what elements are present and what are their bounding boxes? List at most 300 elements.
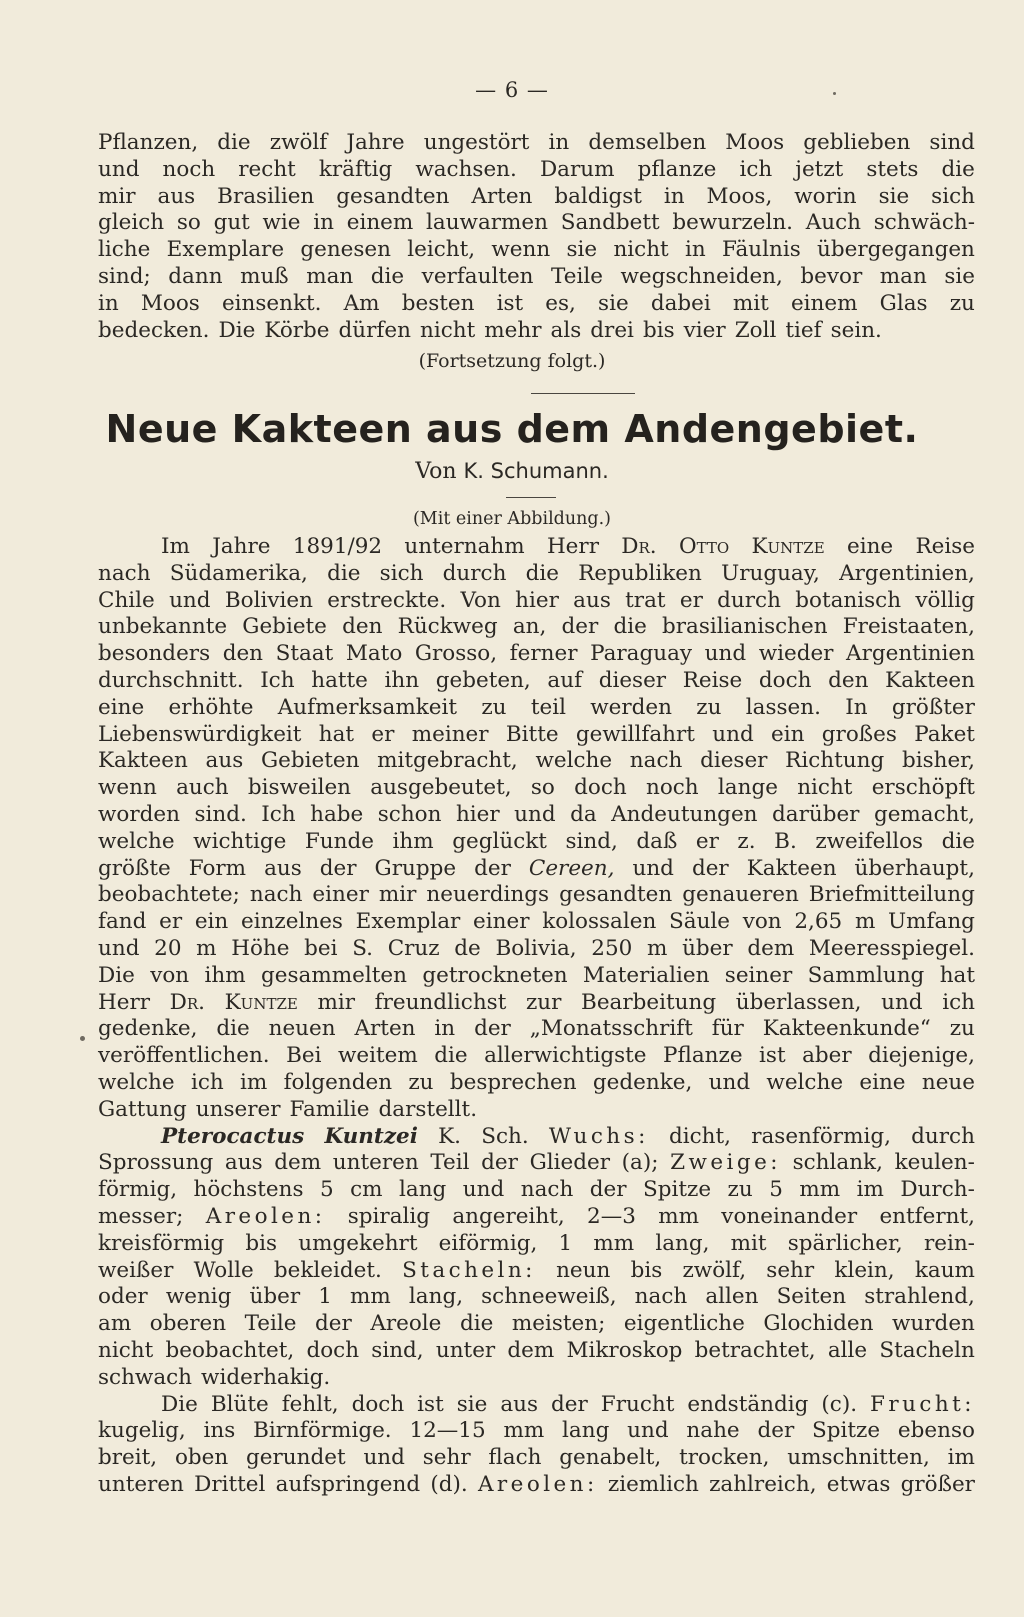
- continuation-paragraph: [98, 130, 975, 344]
- word: lang,: [408, 1284, 464, 1310]
- word: in: [313, 210, 334, 236]
- word: Briefmitteilung: [808, 882, 975, 908]
- text-line: [98, 534, 975, 561]
- word: er: [679, 587, 703, 613]
- word: S.: [352, 935, 374, 961]
- word: daß: [636, 828, 678, 854]
- word: lange: [717, 775, 778, 801]
- word: Mikroskop: [566, 1337, 683, 1363]
- word: in: [684, 237, 706, 263]
- word: kugelig,: [98, 1418, 186, 1444]
- text-line: [98, 1070, 975, 1097]
- text-line: [98, 237, 975, 264]
- word: Umfang: [888, 909, 975, 935]
- word: in: [663, 183, 685, 209]
- word: mit: [730, 1230, 767, 1256]
- word: B.: [774, 828, 797, 854]
- word: bis: [630, 1257, 663, 1283]
- word: kräftig: [318, 156, 393, 182]
- word: botanisch: [795, 587, 902, 613]
- word: widerhakig.: [201, 1364, 331, 1390]
- word: Sch.: [481, 1123, 529, 1149]
- word: bis: [642, 317, 675, 343]
- word: Liebenswürdigkeit: [98, 721, 302, 747]
- word: auch: [176, 775, 229, 801]
- word: und: [98, 156, 140, 182]
- word: erhöhte: [168, 694, 254, 720]
- word: über: [682, 935, 733, 961]
- word: Argentinien,: [839, 560, 975, 586]
- word: den: [828, 667, 869, 693]
- word: Bolivien: [224, 587, 313, 613]
- word: Familie: [289, 1096, 370, 1122]
- word: und: [632, 855, 674, 881]
- word: erschöpft: [871, 775, 975, 801]
- word: seiner: [724, 962, 793, 988]
- word: welche: [98, 1069, 175, 1095]
- word: entfernt,: [879, 1203, 975, 1229]
- word: strahlend,: [864, 1284, 975, 1310]
- word: doch: [351, 1391, 405, 1417]
- word: Moos: [140, 290, 200, 316]
- word: zahlreich,: [709, 1471, 817, 1497]
- word: Bolivia,: [495, 935, 577, 961]
- word: Bearbeitung: [581, 989, 717, 1015]
- byline: [0, 459, 1024, 484]
- word: fand: [98, 909, 147, 935]
- word: dicht,: [668, 1123, 731, 1149]
- word: lang,: [655, 1230, 710, 1256]
- word: „Monatsschrift: [529, 1016, 693, 1042]
- word: liche: [98, 237, 151, 263]
- word: unserer: [195, 1096, 281, 1122]
- word: darstellt.: [378, 1096, 478, 1122]
- word: dürfen: [338, 317, 411, 343]
- word: da: [570, 801, 597, 827]
- word: eigentliche: [623, 1311, 745, 1337]
- word: hier: [455, 801, 500, 827]
- word: an,: [512, 614, 547, 640]
- word: die: [327, 560, 361, 586]
- word: K.: [438, 1123, 462, 1149]
- word: in: [434, 1016, 456, 1042]
- word: lauwarmen: [426, 210, 548, 236]
- word: Kuntzei: [324, 1123, 418, 1149]
- word: man: [879, 263, 927, 289]
- word: Form: [188, 855, 247, 881]
- word: wieder: [758, 641, 834, 667]
- word: muß: [240, 263, 289, 289]
- word: ferner: [509, 641, 578, 667]
- word: leicht,: [407, 237, 476, 263]
- text-line: [98, 909, 975, 936]
- text-line: [98, 829, 975, 856]
- text-line: [98, 1392, 975, 1419]
- word: aufspringend: [275, 1471, 421, 1497]
- word: Von: [460, 587, 501, 613]
- text-line: [98, 1284, 975, 1311]
- text-line: [98, 614, 975, 641]
- word: (d).: [430, 1471, 468, 1497]
- word: Glieder: [529, 1150, 611, 1176]
- text-line: [98, 1231, 975, 1258]
- word: Pterocactus: [161, 1123, 305, 1149]
- word: Frucht:: [870, 1391, 975, 1417]
- word: sich: [379, 560, 424, 586]
- word: so: [176, 210, 201, 236]
- word: Sammlung: [807, 962, 925, 988]
- word: meisten;: [511, 1311, 606, 1337]
- word: eiförmig,: [438, 1230, 538, 1256]
- word: 250: [591, 935, 633, 961]
- word: bei: [304, 935, 338, 961]
- word: besonders: [98, 641, 211, 667]
- word: Otto: [678, 534, 730, 559]
- word: einem: [790, 290, 858, 316]
- word: welche: [98, 828, 175, 854]
- word: nach: [98, 560, 151, 586]
- article-body: [98, 534, 975, 1499]
- word: Arten: [354, 1016, 416, 1042]
- word: 5: [769, 1177, 783, 1203]
- word: zu: [408, 1069, 434, 1095]
- word: keulen-: [894, 1150, 975, 1176]
- word: Teile: [551, 263, 603, 289]
- word: sie: [598, 290, 629, 316]
- word: für: [711, 1016, 744, 1042]
- word: Dr.: [169, 989, 206, 1015]
- word: sind,: [565, 828, 618, 854]
- word: neuen: [268, 1016, 336, 1042]
- word: trat: [625, 587, 666, 613]
- word: Die: [161, 1391, 198, 1417]
- word: der: [561, 614, 599, 640]
- word: klein,: [834, 1257, 895, 1283]
- word: (c).: [821, 1391, 858, 1417]
- word: Auch: [805, 210, 861, 236]
- word: teil: [530, 694, 566, 720]
- word: bewurzeln.: [672, 210, 793, 236]
- word: sind: [929, 130, 975, 155]
- word: zu: [481, 694, 507, 720]
- word: flach: [488, 1445, 542, 1471]
- word: bisweilen: [247, 775, 352, 801]
- word: Südamerika,: [169, 560, 308, 586]
- word: genabelt,: [559, 1445, 662, 1471]
- word: spiralig: [347, 1203, 431, 1229]
- word: nicht: [613, 237, 669, 263]
- word: nahe: [686, 1418, 740, 1444]
- word: Kakteen: [746, 855, 837, 881]
- word: aus: [224, 1150, 263, 1176]
- word: er: [159, 909, 183, 935]
- word: doch: [306, 1337, 360, 1363]
- text-line: [98, 936, 975, 963]
- word: im: [240, 1069, 268, 1095]
- word: der: [691, 855, 729, 881]
- print-speck: [833, 92, 836, 95]
- word: Spitze: [643, 1177, 712, 1203]
- word: Brasilien: [217, 183, 315, 209]
- word: zu: [949, 290, 975, 316]
- word: im: [856, 1177, 884, 1203]
- word: Am: [343, 290, 380, 316]
- word: einzelnes: [240, 909, 343, 935]
- word: aus: [500, 1391, 539, 1417]
- word: kolossalen: [542, 909, 657, 935]
- word: bisher,: [901, 748, 975, 774]
- text-line: [98, 1311, 975, 1338]
- word: umgekehrt: [298, 1230, 418, 1256]
- word: im: [947, 1445, 975, 1471]
- word: Blüte: [210, 1391, 269, 1417]
- word: Gattung: [98, 1096, 187, 1122]
- word: 5: [319, 1177, 334, 1203]
- word: rein-: [923, 1230, 975, 1256]
- section-divider: [531, 393, 635, 394]
- word: 12—15: [409, 1418, 486, 1444]
- word: diejenige,: [868, 1043, 975, 1069]
- text-line: [98, 802, 975, 829]
- word: genesen: [300, 237, 391, 263]
- word: durch: [442, 560, 507, 586]
- word: Pflanze: [663, 1043, 743, 1069]
- word: vier: [683, 317, 726, 343]
- word: nicht: [98, 1337, 154, 1363]
- text-line: [98, 291, 975, 318]
- word: nicht: [797, 775, 853, 801]
- word: eine: [98, 694, 145, 720]
- word: Rückweg: [397, 614, 498, 640]
- word: von: [150, 962, 190, 988]
- word: habe: [310, 801, 364, 827]
- word: der: [551, 1391, 588, 1417]
- word: sich: [931, 183, 975, 209]
- text-line: [98, 963, 975, 990]
- word: m: [854, 909, 876, 935]
- word: Exemplar: [355, 909, 461, 935]
- word: ins: [203, 1418, 236, 1444]
- word: geglückt: [452, 828, 547, 854]
- word: lang: [399, 1177, 447, 1203]
- continued-note: (Fortsetzung folgt.): [418, 350, 606, 372]
- word: dieser: [700, 748, 768, 774]
- word: nach: [249, 882, 303, 908]
- word: jetzt: [795, 156, 844, 182]
- text-line: [98, 1472, 975, 1499]
- word: m: [196, 935, 217, 961]
- word: Freistaaten,: [842, 614, 975, 640]
- word: Durch-: [900, 1177, 975, 1203]
- word: mm: [658, 1203, 699, 1229]
- word: bis: [245, 1230, 278, 1256]
- margin-mark: [80, 1036, 85, 1041]
- text-line: [98, 1365, 975, 1392]
- word: der: [757, 1418, 795, 1444]
- text-line: [98, 695, 975, 722]
- word: welche: [535, 748, 613, 774]
- word: zur: [525, 989, 562, 1015]
- text-line: [98, 1016, 975, 1043]
- word: ebenso: [897, 1418, 975, 1444]
- word: breit,: [98, 1445, 158, 1471]
- word: cm: [350, 1177, 383, 1203]
- word: Zweige:: [670, 1150, 781, 1176]
- text-line: [98, 1043, 975, 1070]
- word: Exemplare: [166, 237, 285, 263]
- word: Wolle: [193, 1257, 254, 1283]
- word: Richtung: [785, 748, 885, 774]
- word: Sprossung: [98, 1150, 214, 1176]
- word: aus: [573, 587, 611, 613]
- word: ein: [194, 909, 229, 935]
- word: unbekannte: [98, 614, 228, 640]
- word: trocken,: [679, 1445, 770, 1471]
- word: ausgebeutet,: [370, 775, 512, 801]
- word: oben: [174, 1445, 229, 1471]
- word: und: [169, 587, 211, 613]
- word: die: [434, 1043, 468, 1069]
- word: völlig: [915, 587, 975, 613]
- text-line: [98, 561, 975, 588]
- word: durchschnitt.: [98, 667, 244, 693]
- word: ist: [759, 1043, 786, 1069]
- word: Arten: [471, 183, 533, 209]
- word: besten: [401, 290, 475, 316]
- word: aus: [264, 855, 302, 881]
- word: 1: [318, 1284, 332, 1310]
- word: mir: [317, 989, 355, 1015]
- word: Moos,: [706, 183, 773, 209]
- word: höchstens: [193, 1177, 304, 1203]
- word: Herr: [98, 989, 151, 1015]
- word: die: [525, 560, 560, 586]
- text-line: [98, 748, 975, 775]
- word: doch: [758, 667, 812, 693]
- word: wichtige: [193, 828, 287, 854]
- word: Areolen:: [477, 1471, 598, 1497]
- word: Staat: [275, 641, 334, 667]
- word: Gebieten: [260, 748, 360, 774]
- word: Frucht: [600, 1391, 675, 1417]
- word: überhaupt,: [854, 855, 975, 881]
- word: kaum: [914, 1257, 975, 1283]
- word: zu: [949, 1016, 975, 1042]
- word: wurden: [892, 1311, 975, 1337]
- word: unternahm: [404, 534, 525, 559]
- word: beobachtete;: [98, 882, 240, 908]
- word: Dr.: [621, 534, 657, 559]
- text-line: [98, 1204, 975, 1231]
- article-title: Neue Kakteen aus dem Andengebiet.: [105, 407, 919, 451]
- word: Im: [161, 534, 190, 559]
- word: und: [712, 721, 754, 747]
- word: weitem: [338, 1043, 418, 1069]
- text-line: [98, 722, 975, 749]
- word: endständig: [687, 1391, 809, 1417]
- word: angereiht,: [452, 1203, 565, 1229]
- word: bevor: [800, 263, 863, 289]
- text-line: [98, 588, 975, 615]
- word: wenn: [491, 237, 551, 263]
- word: Spitze: [812, 1418, 881, 1444]
- word: Mato: [345, 641, 403, 667]
- word: messer;: [98, 1203, 184, 1229]
- text-line: [98, 210, 975, 237]
- text-line: [98, 1124, 975, 1151]
- word: dann: [168, 263, 223, 289]
- word: oberen: [149, 1311, 227, 1337]
- word: alle: [827, 1337, 868, 1363]
- word: der: [319, 855, 357, 881]
- text-line: [98, 157, 975, 184]
- word: Ich: [260, 667, 295, 693]
- word: drei: [590, 317, 634, 343]
- word: Kakteen: [98, 748, 188, 774]
- word: und: [627, 1418, 669, 1444]
- word: Kuntze: [224, 989, 298, 1015]
- word: recht: [238, 156, 296, 182]
- word: großes: [821, 721, 897, 747]
- word: und: [704, 641, 747, 667]
- word: etwas: [826, 1471, 891, 1497]
- word: genaueren: [682, 882, 799, 908]
- word: mm: [593, 1230, 635, 1256]
- word: Andeutungen: [611, 801, 758, 827]
- word: man: [306, 263, 354, 289]
- text-line: [98, 882, 975, 909]
- word: schlank,: [792, 1150, 883, 1176]
- word: dem: [507, 1337, 555, 1363]
- word: gesandten: [336, 183, 450, 209]
- word: Birnförmige.: [253, 1418, 392, 1444]
- word: Jahre: [212, 534, 271, 559]
- word: neue: [921, 1069, 975, 1095]
- word: unter: [435, 1337, 496, 1363]
- word: gemacht,: [873, 801, 975, 827]
- word: nicht: [419, 317, 476, 343]
- byline-divider: [506, 497, 556, 498]
- word: beobachtet,: [165, 1337, 295, 1363]
- word: erstreckte.: [327, 587, 447, 613]
- word: allen: [705, 1284, 759, 1310]
- word: lassen.: [745, 694, 821, 720]
- word: mm: [503, 1418, 545, 1444]
- word: neuerdings: [426, 882, 550, 908]
- word: kreisförmig: [98, 1230, 225, 1256]
- word: Reise: [682, 667, 743, 693]
- word: wenn: [98, 775, 157, 801]
- word: Materialien: [582, 962, 710, 988]
- word: wegschneiden,: [620, 263, 783, 289]
- word: ungestört: [423, 130, 530, 155]
- word: es,: [545, 290, 576, 316]
- word: Meeresspiegel.: [808, 935, 975, 961]
- word: z.: [737, 828, 756, 854]
- word: aber: [802, 1043, 852, 1069]
- word: überlassen,: [735, 989, 862, 1015]
- word: gedenke,: [592, 1069, 693, 1095]
- word: Funde: [304, 828, 374, 854]
- word: Reise: [915, 534, 975, 559]
- word: aus: [157, 183, 196, 209]
- text-line: [98, 264, 975, 291]
- word: unteren: [332, 1150, 419, 1176]
- word: wie: [262, 210, 301, 236]
- word: durch: [911, 1123, 975, 1149]
- word: sind.: [194, 801, 247, 827]
- word: über: [249, 1284, 301, 1310]
